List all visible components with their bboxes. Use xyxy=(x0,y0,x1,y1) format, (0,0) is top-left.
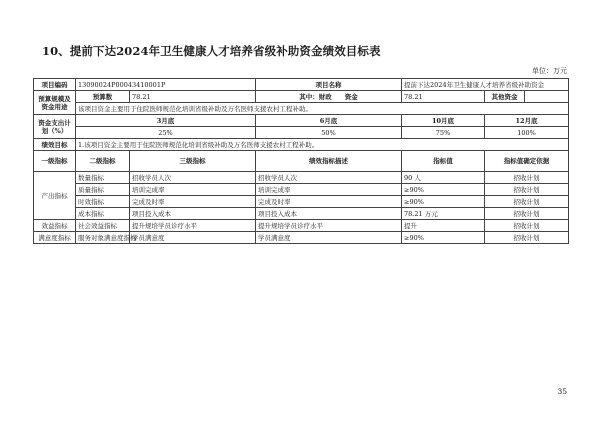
budget-amount-label: 预算数 xyxy=(76,91,130,103)
value-cell: ≥90% xyxy=(402,232,485,244)
level3-cell: 学员满意度 xyxy=(130,232,256,244)
value-cell: ≥90% xyxy=(402,184,485,196)
fiscal-label: 其中：财政 资金 xyxy=(256,91,402,103)
level3-header: 三级指标 xyxy=(130,151,256,172)
description-cell: 学员满意度 xyxy=(256,232,402,244)
usage-text: 该项目资金主要用于住院医师规范化培训省级补助及万名医师支援农村工程补助。 xyxy=(76,103,569,115)
table-row xyxy=(34,172,569,184)
schedule-period: 6月底 xyxy=(256,115,402,127)
table-row xyxy=(34,196,569,208)
unit-label: 单位：万元 xyxy=(532,67,567,75)
basis-cell: 招收计划 xyxy=(485,196,569,208)
basis-cell: 招收计划 xyxy=(485,232,569,244)
schedule-value: 50% xyxy=(256,127,402,139)
schedule-period: 10月底 xyxy=(402,115,485,127)
description-cell: 招收学员人次 xyxy=(256,172,402,184)
value-header: 指标值 xyxy=(402,151,485,172)
project-name-label: 项目名称 xyxy=(256,79,402,91)
level3-cell: 招收学员人次 xyxy=(130,172,256,184)
description-cell: 项目投入成本 xyxy=(256,208,402,220)
level1-cell: 满意度指标 xyxy=(34,232,76,244)
other-funds-amount xyxy=(525,91,569,103)
level2-cell: 质量指标 xyxy=(76,184,130,196)
row-usage xyxy=(34,103,569,115)
budget-label: 预算规模及资金用途 xyxy=(34,91,76,115)
description-cell: 培训完成率 xyxy=(256,184,402,196)
level1-header: 一级指标 xyxy=(34,151,76,172)
level2-cell: 成本指标 xyxy=(76,208,130,220)
goal-label: 绩效目标 xyxy=(34,139,76,151)
page-number: 35 xyxy=(557,387,567,396)
row-indicator-head xyxy=(34,151,569,172)
value-cell: 78.21 万元 xyxy=(402,208,485,220)
schedule-period: 12月底 xyxy=(485,115,569,127)
project-name: 提前下达2024年卫生健康人才培养省级补助资金 xyxy=(402,79,569,91)
goal-text: 1.该项目资金主要用于住院医师规范化培训省级补助及万名医师支援农村工程补助。 xyxy=(76,139,569,151)
row-schedule-values xyxy=(34,127,569,139)
row-schedule-head xyxy=(34,115,569,127)
basis-cell: 招收计划 xyxy=(485,172,569,184)
value-cell: 90 人 xyxy=(402,172,485,184)
basis-cell: 招收计划 xyxy=(485,220,569,232)
row-project xyxy=(34,79,569,91)
level2-header: 二级指标 xyxy=(76,151,130,172)
other-funds-label: 其他资金 xyxy=(485,91,525,103)
basis-cell: 招收计划 xyxy=(485,208,569,220)
schedule-label: 资金支出计划（%） xyxy=(34,115,76,139)
table-row xyxy=(34,220,569,232)
budget-amount: 78.21 xyxy=(130,91,256,103)
schedule-period: 3月底 xyxy=(76,115,256,127)
table-row xyxy=(34,232,569,244)
level1-cell: 效益指标 xyxy=(34,220,76,232)
fiscal-amount: 78.21 xyxy=(402,91,485,103)
level1-cell: 产出指标 xyxy=(34,172,76,220)
level2-cell: 时效指标 xyxy=(76,196,130,208)
description-cell: 完成及时率 xyxy=(256,196,402,208)
description-header: 绩效指标描述 xyxy=(256,151,402,172)
table-row xyxy=(34,208,569,220)
table-row xyxy=(34,184,569,196)
table-title: 10、提前下达2024年卫生健康人才培养省级补助资金绩效目标表 xyxy=(42,44,381,58)
performance-table xyxy=(33,78,569,244)
level3-cell: 完成及时率 xyxy=(130,196,256,208)
basis-header: 指标值确定依据 xyxy=(485,151,569,172)
row-goal xyxy=(34,139,569,151)
schedule-value: 100% xyxy=(485,127,569,139)
schedule-value: 25% xyxy=(76,127,256,139)
project-code: 13090024P00043410001P xyxy=(76,79,256,91)
description-cell: 提升规培学员诊疗水平 xyxy=(256,220,402,232)
level2-cell: 社会效益指标 xyxy=(76,220,130,232)
level3-cell: 项目投入成本 xyxy=(130,208,256,220)
basis-cell: 招收计划 xyxy=(485,184,569,196)
value-cell: 提升 xyxy=(402,220,485,232)
level3-cell: 培训完成率 xyxy=(130,184,256,196)
project-code-label: 项目编码 xyxy=(34,79,76,91)
level3-cell: 提升规培学员诊疗水平 xyxy=(130,220,256,232)
level2-cell: 数量指标 xyxy=(76,172,130,184)
level2-cell: 服务对象满意度指标 xyxy=(76,232,130,244)
schedule-value: 75% xyxy=(402,127,485,139)
value-cell: ≥90% xyxy=(402,196,485,208)
row-budget xyxy=(34,91,569,103)
